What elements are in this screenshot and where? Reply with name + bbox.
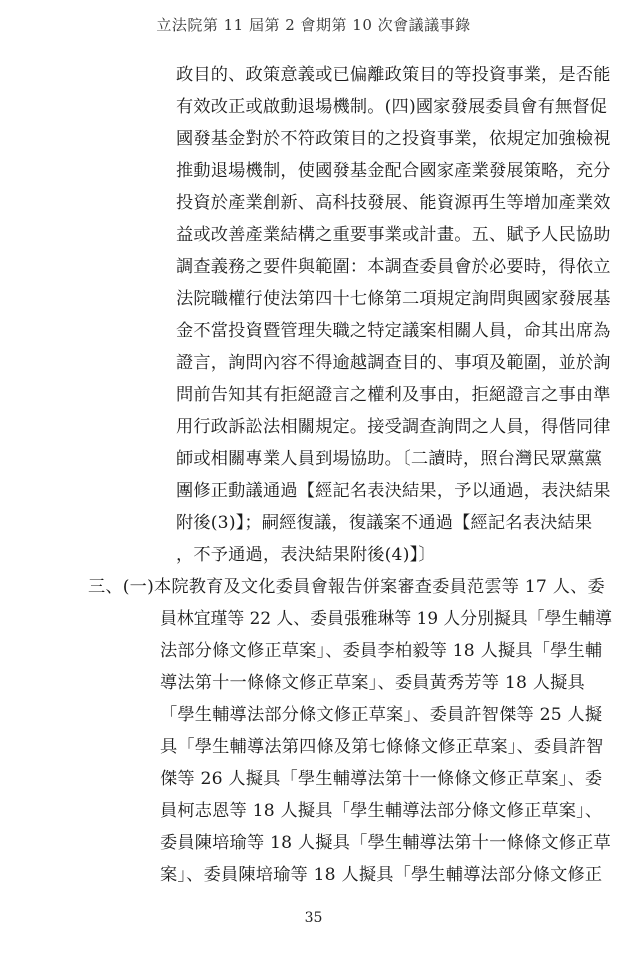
body-line: 國發基金對於不符政策目的之投資事業，依規定加強檢視 (176, 129, 611, 149)
body-line: 法部分條文修正草案」、委員李柏毅等 18 人擬具「學生輔 (160, 641, 603, 661)
body-line: 推動退場機制，使國發基金配合國家產業發展策略，充分 (176, 161, 611, 181)
body-line: 問前告知其有拒絕證言之權利及事由，拒絕證言之事由準 (176, 385, 611, 405)
page-header: 立法院第 11 屆第 2 會期第 10 次會議議事錄 (156, 16, 471, 34)
body-line: 「學生輔導法部分條文修正草案」、委員許智傑等 25 人擬 (160, 705, 603, 725)
body-line: 有效改正或啟動退場機制。(四)國家發展委員會有無督促 (176, 97, 608, 117)
body-line: 投資於產業創新、高科技發展、能資源再生等增加產業效 (176, 193, 611, 213)
body-line: 證言，詢問內容不得逾越調查目的、事項及範圍，並於詢 (176, 353, 611, 373)
section-heading-line: 三、(一)本院教育及文化委員會報告併案審查委員范雲等 17 人、委 (88, 577, 605, 597)
body-line: 益或改善產業結構之重要事業或計畫。五、賦予人民協助 (176, 225, 611, 245)
body-line: 員林宜瑾等 22 人、委員張雅琳等 19 人分別擬具「學生輔導 (160, 609, 612, 629)
body-line: 團修正動議通過【經記名表決結果，予以通過，表決結果 (176, 481, 611, 501)
body-line: 委員陳培瑜等 18 人擬具「學生輔導法第十一條條文修正草 (160, 833, 611, 853)
body-line: 案」、委員陳培瑜等 18 人擬具「學生輔導法部分條文修正 (160, 865, 603, 885)
body-line: 師或相關專業人員到場協助。〔二讀時，照台灣民眾黨黨 (176, 449, 603, 469)
body-line: 金不當投資暨管理失職之特定議案相關人員，命其出席為 (176, 321, 611, 341)
body-line: 政目的、政策意義或已偏離政策目的等投資事業，是否能 (176, 65, 611, 85)
body-line: 附後(3)】；嗣經復議，復議案不通過【經記名表決結果 (176, 513, 593, 533)
body-line: 調查義務之要件與範圍：本調查委員會於必要時，得依立 (176, 257, 611, 277)
body-line: 導法第十一條條文修正草案」、委員黃秀芳等 18 人擬具 (160, 673, 585, 693)
body-line: 員柯志恩等 18 人擬具「學生輔導法部分條文修正草案」、 (160, 801, 603, 821)
body-line: 用行政訴訟法相關規定。接受調查詢問之人員，得偕同律 (176, 417, 611, 437)
body-line: ，不予通過，表決結果附後(4)】〕 (176, 545, 436, 565)
body-line: 傑等 26 人擬具「學生輔導法第十一條條文修正草案」、委 (160, 769, 603, 789)
body-line: 法院職權行使法第四十七條第二項規定詢問與國家發展基 (176, 289, 611, 309)
page-number: 35 (304, 910, 323, 926)
body-line: 具「學生輔導法第四條及第七條條文修正草案」、委員許智 (160, 737, 604, 757)
